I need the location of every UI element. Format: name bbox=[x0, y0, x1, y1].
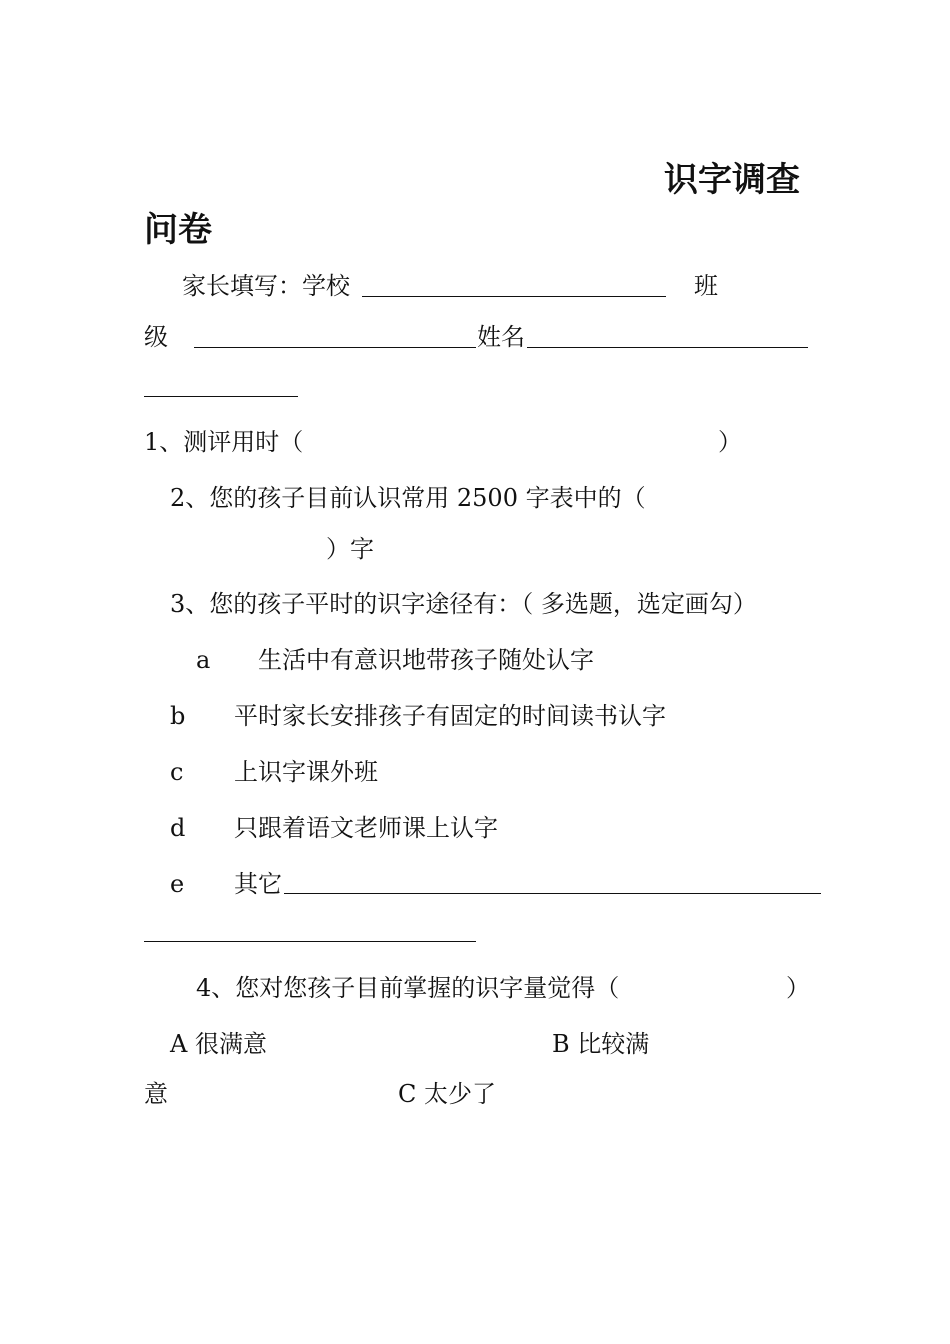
q4-option-a[interactable]: A 很满意 bbox=[170, 1030, 267, 1058]
question-1-close: ） bbox=[718, 428, 742, 456]
title-part2: 问卷 bbox=[144, 210, 212, 250]
name-blank-continued[interactable] bbox=[144, 396, 298, 397]
title-part1: 识字调查 bbox=[664, 160, 800, 200]
school-label: 家长填写：学校 bbox=[182, 272, 350, 300]
name-label: 姓名 bbox=[477, 323, 525, 351]
question-1: 1、测评用时（ bbox=[144, 428, 304, 456]
option-key-c: c bbox=[170, 758, 184, 786]
class-blank[interactable] bbox=[194, 347, 476, 348]
option-text-b[interactable]: 平时家长安排孩子有固定的时间读书认字 bbox=[234, 702, 666, 730]
q4-option-b-part1[interactable]: B 比较满 bbox=[552, 1030, 650, 1058]
class-label-part1: 班 bbox=[694, 272, 718, 300]
option-text-d[interactable]: 只跟着语文老师课上认字 bbox=[234, 814, 498, 842]
other-blank[interactable] bbox=[284, 893, 821, 894]
question-4: 4、您对您孩子目前掌握的识字量觉得（ bbox=[196, 974, 620, 1002]
option-key-d: d bbox=[170, 814, 186, 842]
question-4-close: ） bbox=[786, 974, 810, 1002]
option-text-a[interactable]: 生活中有意识地带孩子随处认字 bbox=[258, 646, 594, 674]
option-text-c[interactable]: 上识字课外班 bbox=[234, 758, 378, 786]
q4-option-c[interactable]: C 太少了 bbox=[398, 1080, 496, 1108]
question-3: 3、您的孩子平时的识字途径有：（ 多选题，选定画勾） bbox=[170, 590, 757, 618]
q4-option-b-part2[interactable]: 意 bbox=[144, 1080, 168, 1108]
other-blank-continued[interactable] bbox=[144, 941, 476, 942]
option-key-e: e bbox=[170, 870, 185, 898]
option-key-a: a bbox=[196, 646, 211, 674]
option-key-b: b bbox=[170, 702, 186, 730]
question-2-continued: ）字 bbox=[326, 535, 374, 563]
option-text-e[interactable]: 其它 bbox=[234, 870, 282, 898]
school-blank[interactable] bbox=[362, 296, 666, 297]
name-blank[interactable] bbox=[527, 347, 808, 348]
question-2: 2、您的孩子目前认识常用 2500 字表中的（ bbox=[170, 484, 646, 512]
class-label-part2: 级 bbox=[144, 323, 168, 351]
